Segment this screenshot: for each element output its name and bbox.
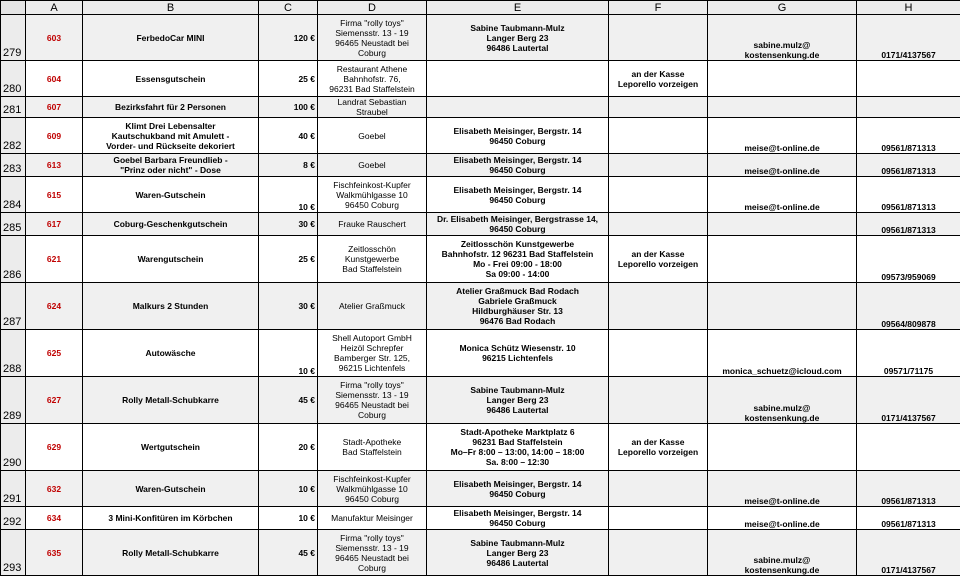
cell-a[interactable]: 624 <box>26 283 83 330</box>
cell-c[interactable]: 25 € <box>259 236 318 283</box>
row-header[interactable]: 293 <box>1 530 26 576</box>
cell-b[interactable]: FerbedoCar MINI <box>83 15 259 61</box>
column-header-h[interactable]: H <box>857 1 960 15</box>
cell-a[interactable]: 635 <box>26 530 83 576</box>
cell-a[interactable]: 625 <box>26 330 83 377</box>
cell-a[interactable]: 615 <box>26 177 83 213</box>
table-row <box>1 236 960 283</box>
row-header[interactable]: 285 <box>1 213 26 236</box>
cell-b[interactable]: Rolly Metall-Schubkarre <box>83 377 259 424</box>
cell-g[interactable] <box>708 424 857 471</box>
cell-e[interactable]: Elisabeth Meisinger, Bergstr. 14 96450 Coburg <box>427 177 609 213</box>
cell-h[interactable]: 09561/871313 <box>857 507 960 530</box>
cell-g[interactable] <box>708 61 857 97</box>
cell-e[interactable]: Sabine Taubmann-Mulz Langer Berg 23 96486 Lautertal <box>427 377 609 424</box>
cell-b[interactable]: Klimt Drei Lebensalter Kautschukband mit Amulett - Vorder- und Rückseite dekoriert <box>83 118 259 154</box>
cell-d[interactable]: Fischfeinkost-Kupfer Walkmühlgasse 10 96450 Coburg <box>318 177 427 213</box>
table-row <box>1 283 960 330</box>
cell-h[interactable] <box>857 61 960 97</box>
cell-d[interactable]: Restaurant Athene Bahnhofstr. 76, 96231 Bad Staffelstein <box>318 61 427 97</box>
table-row <box>1 213 960 236</box>
row-header[interactable]: 281 <box>1 97 26 118</box>
cell-a[interactable]: 613 <box>26 154 83 177</box>
cell-c[interactable]: 10 € <box>259 507 318 530</box>
cell-g[interactable] <box>708 236 857 283</box>
cell-h[interactable]: 0171/4137567 <box>857 530 960 576</box>
cell-b[interactable]: Waren-Gutschein <box>83 471 259 507</box>
cell-b[interactable]: Essensgutschein <box>83 61 259 97</box>
cell-c[interactable]: 120 € <box>259 15 318 61</box>
cell-e[interactable]: Elisabeth Meisinger, Bergstr. 14 96450 Coburg <box>427 118 609 154</box>
cell-h[interactable]: 09564/809878 <box>857 283 960 330</box>
row-header[interactable]: 280 <box>1 61 26 97</box>
table-row <box>1 424 960 471</box>
sheet-body <box>1 15 960 576</box>
table-row <box>1 61 960 97</box>
cell-f[interactable] <box>609 15 708 61</box>
cell-g[interactable]: meise@t-online.de <box>708 177 857 213</box>
cell-h[interactable]: 09571/71175 <box>857 330 960 377</box>
cell-g[interactable]: meise@t-online.de <box>708 118 857 154</box>
column-header-e[interactable]: E <box>427 1 609 15</box>
cell-h[interactable] <box>857 97 960 118</box>
cell-d[interactable]: Goebel <box>318 118 427 154</box>
cell-a[interactable]: 609 <box>26 118 83 154</box>
row-header[interactable]: 287 <box>1 283 26 330</box>
cell-d[interactable]: Firma "rolly toys" Siemensstr. 13 - 19 96465 Neustadt bei Coburg <box>318 15 427 61</box>
row-header[interactable]: 291 <box>1 471 26 507</box>
table-row <box>1 154 960 177</box>
cell-e[interactable]: Zeitlosschön Kunstgewerbe Bahnhofstr. 12 96231 Bad Staffelstein Mo - Frei 09:00 - 18:00 Sa 09:00 - 14:00 <box>427 236 609 283</box>
cell-d[interactable]: Frauke Rauschert <box>318 213 427 236</box>
cell-g[interactable]: meise@t-online.de <box>708 154 857 177</box>
cell-d[interactable]: Atelier Graßmuck <box>318 283 427 330</box>
cell-f[interactable] <box>609 530 708 576</box>
cell-h[interactable]: 09561/871313 <box>857 154 960 177</box>
cell-g[interactable] <box>708 213 857 236</box>
cell-a[interactable]: 603 <box>26 15 83 61</box>
cell-d[interactable]: Firma "rolly toys" Siemensstr. 13 - 19 96465 Neustadt bei Coburg <box>318 530 427 576</box>
column-header-a[interactable]: A <box>26 1 83 15</box>
table-row <box>1 377 960 424</box>
cell-c[interactable]: 25 € <box>259 61 318 97</box>
cell-g[interactable]: monica_schuetz@icloud.com <box>708 330 857 377</box>
cell-g[interactable] <box>708 97 857 118</box>
cell-b[interactable]: Coburg-Geschenkgutschein <box>83 213 259 236</box>
cell-a[interactable]: 629 <box>26 424 83 471</box>
cell-d[interactable]: Zeitlosschön Kunstgewerbe Bad Staffelstein <box>318 236 427 283</box>
row-header[interactable]: 284 <box>1 177 26 213</box>
cell-d[interactable]: Goebel <box>318 154 427 177</box>
cell-b[interactable]: Malkurs 2 Stunden <box>83 283 259 330</box>
column-header-b[interactable]: B <box>83 1 259 15</box>
cell-d[interactable]: Firma "rolly toys" Siemensstr. 13 - 19 96465 Neustadt bei Coburg <box>318 377 427 424</box>
cell-e[interactable] <box>427 97 609 118</box>
cell-a[interactable]: 627 <box>26 377 83 424</box>
cell-c[interactable]: 10 € <box>259 330 318 377</box>
cell-d[interactable]: Stadt-Apotheke Bad Staffelstein <box>318 424 427 471</box>
cell-f[interactable] <box>609 471 708 507</box>
cell-a[interactable]: 604 <box>26 61 83 97</box>
table-row <box>1 177 960 213</box>
cell-f[interactable]: an der Kasse Leporello vorzeigen <box>609 236 708 283</box>
cell-g[interactable]: sabine.mulz@ kostensenkung.de <box>708 377 857 424</box>
table-row <box>1 97 960 118</box>
row-header[interactable]: 292 <box>1 507 26 530</box>
cell-d[interactable]: Landrat Sebastian Straubel <box>318 97 427 118</box>
cell-e[interactable]: Monica Schütz Wiesenstr. 10 96215 Lichtenfels <box>427 330 609 377</box>
cell-g[interactable]: sabine.mulz@ kostensenkung.de <box>708 530 857 576</box>
column-header-f[interactable]: F <box>609 1 708 15</box>
cell-c[interactable]: 45 € <box>259 530 318 576</box>
cell-c[interactable]: 8 € <box>259 154 318 177</box>
table-row <box>1 507 960 530</box>
cell-b[interactable]: 3 Mini-Konfitüren im Körbchen <box>83 507 259 530</box>
cell-c[interactable]: 100 € <box>259 97 318 118</box>
cell-f[interactable] <box>609 507 708 530</box>
cell-h[interactable]: 09561/871313 <box>857 471 960 507</box>
column-header-row <box>1 1 960 15</box>
cell-g[interactable]: sabine.mulz@ kostensenkung.de <box>708 15 857 61</box>
cell-a[interactable]: 632 <box>26 471 83 507</box>
cell-c[interactable]: 20 € <box>259 424 318 471</box>
cell-g[interactable] <box>708 283 857 330</box>
table-row <box>1 530 960 576</box>
cell-e[interactable]: Atelier Graßmuck Bad Rodach Gabriele Graßmuck Hildburghäuser Str. 13 96476 Bad Rodach <box>427 283 609 330</box>
cell-b[interactable]: Waren-Gutschein <box>83 177 259 213</box>
cell-d[interactable]: Manufaktur Meisinger <box>318 507 427 530</box>
row-header[interactable]: 283 <box>1 154 26 177</box>
cell-a[interactable]: 621 <box>26 236 83 283</box>
cell-f[interactable] <box>609 118 708 154</box>
cell-e[interactable]: Elisabeth Meisinger, Bergstr. 14 96450 Coburg <box>427 507 609 530</box>
cell-e[interactable]: Stadt-Apotheke Marktplatz 6 96231 Bad Staffelstein Mo–Fr 8:00 – 13:00, 14:00 – 18:00 Sa. 8:00 – 12:30 <box>427 424 609 471</box>
cell-f[interactable] <box>609 283 708 330</box>
cell-d[interactable]: Shell Autoport GmbH Heizöl Schrepfer Bamberger Str. 125, 96215 Lichtenfels <box>318 330 427 377</box>
select-all-corner[interactable] <box>1 1 26 15</box>
table-row <box>1 330 960 377</box>
row-header[interactable]: 289 <box>1 377 26 424</box>
cell-h[interactable]: 09561/871313 <box>857 118 960 154</box>
cell-f[interactable]: an der Kasse Leporello vorzeigen <box>609 61 708 97</box>
cell-c[interactable]: 10 € <box>259 471 318 507</box>
row-header[interactable]: 286 <box>1 236 26 283</box>
table-row <box>1 471 960 507</box>
cell-h[interactable]: 09561/871313 <box>857 213 960 236</box>
column-header-g[interactable]: G <box>708 1 857 15</box>
cell-a[interactable]: 607 <box>26 97 83 118</box>
table-row <box>1 118 960 154</box>
cell-f[interactable]: an der Kasse Leporello vorzeigen <box>609 424 708 471</box>
cell-a[interactable]: 634 <box>26 507 83 530</box>
cell-e[interactable]: Sabine Taubmann-Mulz Langer Berg 23 96486 Lautertal <box>427 15 609 61</box>
cell-g[interactable]: meise@t-online.de <box>708 507 857 530</box>
cell-e[interactable]: Sabine Taubmann-Mulz Langer Berg 23 96486 Lautertal <box>427 530 609 576</box>
row-header[interactable]: 288 <box>1 330 26 377</box>
cell-f[interactable] <box>609 97 708 118</box>
cell-b[interactable]: Rolly Metall-Schubkarre <box>83 530 259 576</box>
row-header[interactable]: 282 <box>1 118 26 154</box>
cell-a[interactable]: 617 <box>26 213 83 236</box>
cell-b[interactable]: Warengutschein <box>83 236 259 283</box>
cell-b[interactable]: Wertgutschein <box>83 424 259 471</box>
column-header-d[interactable]: D <box>318 1 427 15</box>
cell-c[interactable]: 30 € <box>259 213 318 236</box>
cell-d[interactable]: Fischfeinkost-Kupfer Walkmühlgasse 10 96450 Coburg <box>318 471 427 507</box>
cell-f[interactable] <box>609 213 708 236</box>
cell-e[interactable]: Dr. Elisabeth Meisinger, Bergstrasse 14, 96450 Coburg <box>427 213 609 236</box>
column-header-c[interactable]: C <box>259 1 318 15</box>
row-header[interactable]: 279 <box>1 15 26 61</box>
cell-f[interactable] <box>609 154 708 177</box>
cell-f[interactable] <box>609 377 708 424</box>
cell-f[interactable] <box>609 330 708 377</box>
cell-h[interactable]: 0171/4137567 <box>857 15 960 61</box>
row-header[interactable]: 290 <box>1 424 26 471</box>
table-row <box>1 15 960 61</box>
cell-c[interactable]: 45 € <box>259 377 318 424</box>
cell-b[interactable]: Autowäsche <box>83 330 259 377</box>
cell-e[interactable]: Elisabeth Meisinger, Bergstr. 14 96450 Coburg <box>427 154 609 177</box>
cell-b[interactable]: Bezirksfahrt für 2 Personen <box>83 97 259 118</box>
cell-f[interactable] <box>609 177 708 213</box>
cell-h[interactable]: 09573/959069 <box>857 236 960 283</box>
cell-c[interactable]: 30 € <box>259 283 318 330</box>
cell-h[interactable]: 0171/4137567 <box>857 377 960 424</box>
cell-c[interactable]: 10 € <box>259 177 318 213</box>
cell-b[interactable]: Goebel Barbara Freundlieb - "Prinz oder nicht" - Dose <box>83 154 259 177</box>
cell-e[interactable] <box>427 61 609 97</box>
cell-h[interactable] <box>857 424 960 471</box>
cell-c[interactable]: 40 € <box>259 118 318 154</box>
cell-e[interactable]: Elisabeth Meisinger, Bergstr. 14 96450 Coburg <box>427 471 609 507</box>
cell-g[interactable]: meise@t-online.de <box>708 471 857 507</box>
cell-h[interactable]: 09561/871313 <box>857 177 960 213</box>
